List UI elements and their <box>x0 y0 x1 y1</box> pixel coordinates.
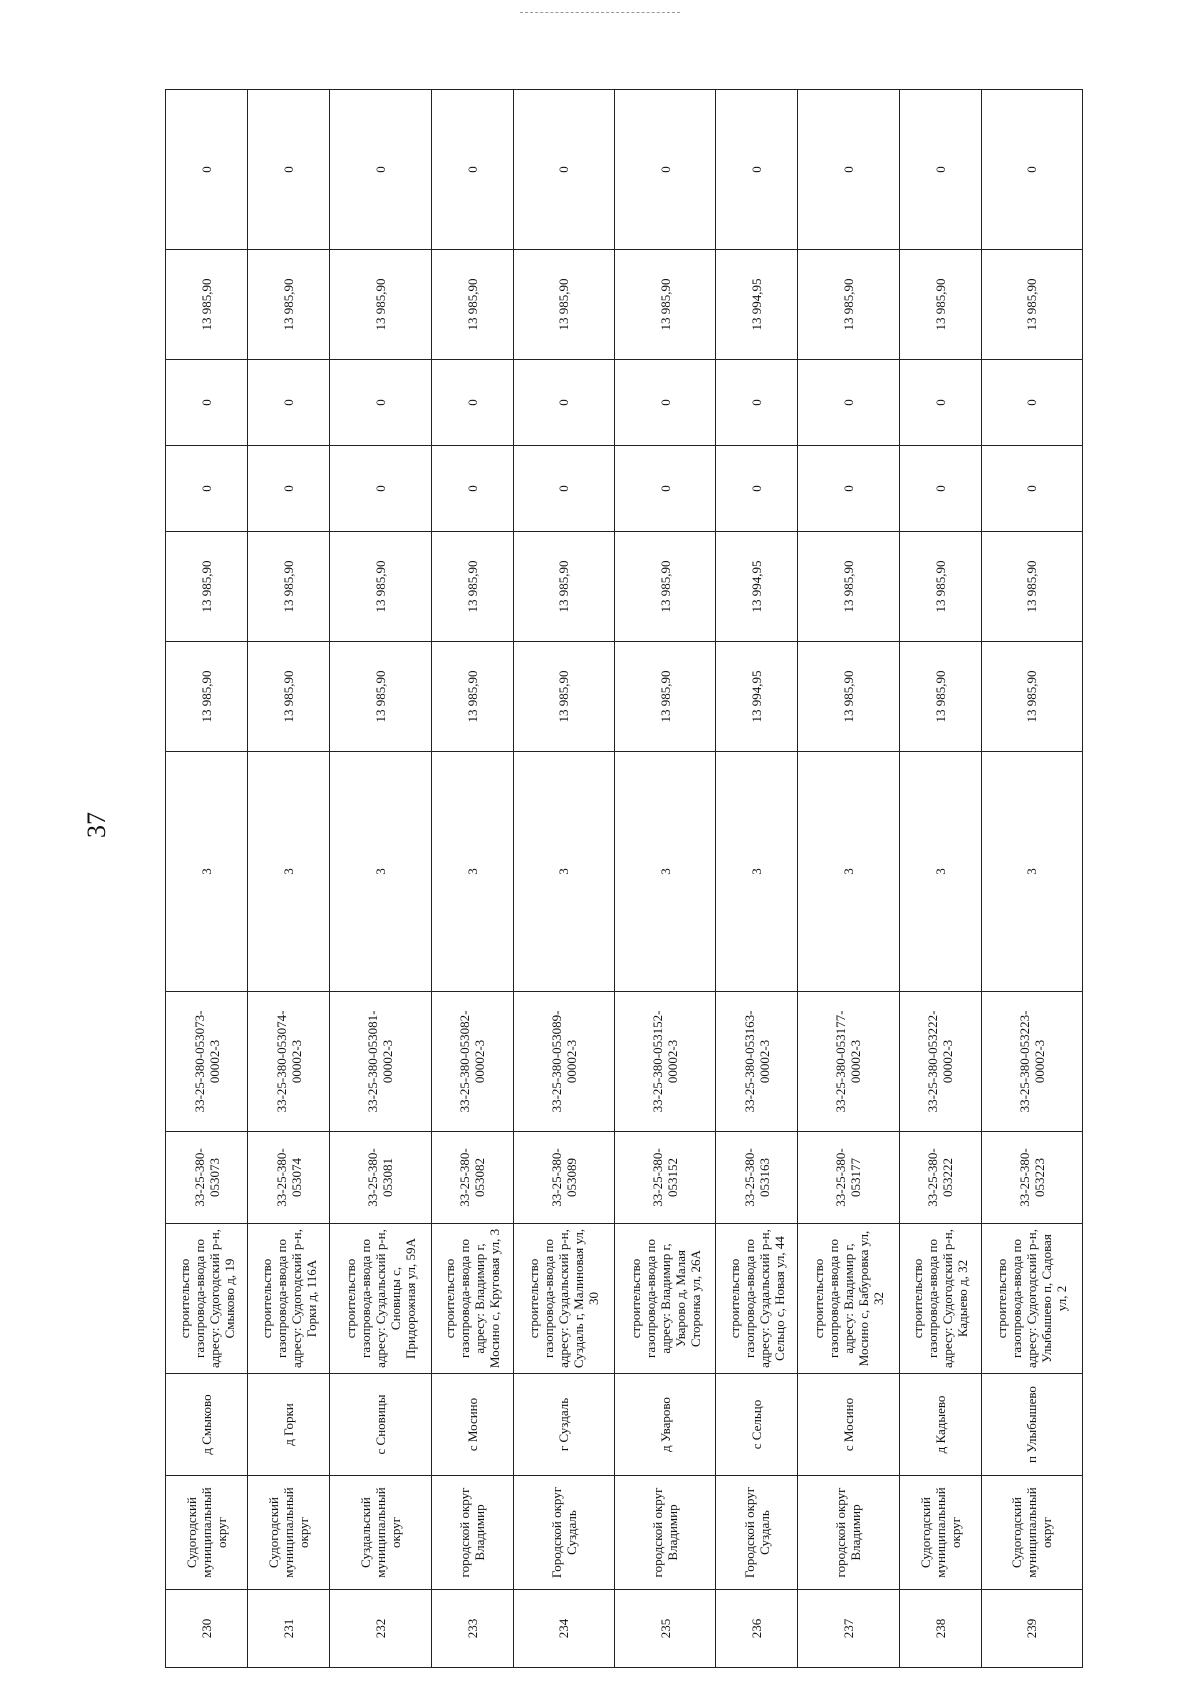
code-cell: 33-25-380-053073 <box>166 1132 248 1224</box>
full-code-cell: 33-25-380-053073-00002-3 <box>166 992 248 1132</box>
full-code-cell: 33-25-380-053222-00002-3 <box>899 992 981 1132</box>
district-cell: Судогодский муниципальный округ <box>248 1476 330 1590</box>
row-number-cell: 235 <box>614 1590 715 1668</box>
district-cell: Судогодский муниципальный округ <box>981 1476 1082 1590</box>
value-1-cell: 13 985,90 <box>899 642 981 752</box>
district-cell: Суздальский муниципальный округ <box>330 1476 431 1590</box>
value-2-cell: 13 985,90 <box>981 532 1082 642</box>
table-row <box>248 90 330 1668</box>
category-cell: 3 <box>248 752 330 992</box>
value-3-cell: 0 <box>798 446 899 532</box>
table-row <box>716 90 798 1668</box>
value-5-cell: 13 985,90 <box>330 250 431 360</box>
value-2-cell: 13 985,90 <box>166 532 248 642</box>
table-row <box>614 90 715 1668</box>
table-row <box>431 90 513 1668</box>
value-1-cell: 13 994,95 <box>716 642 798 752</box>
value-6-cell: 0 <box>431 90 513 250</box>
value-3-cell: 0 <box>166 446 248 532</box>
category-cell: 3 <box>166 752 248 992</box>
value-4-cell: 0 <box>330 360 431 446</box>
value-4-cell: 0 <box>166 360 248 446</box>
table-body <box>166 90 1083 1668</box>
row-number-cell: 232 <box>330 1590 431 1668</box>
table-row <box>166 90 248 1668</box>
category-cell: 3 <box>431 752 513 992</box>
full-code-cell: 33-25-380-053177-00002-3 <box>798 992 899 1132</box>
category-cell: 3 <box>513 752 614 992</box>
row-number-cell: 239 <box>981 1590 1082 1668</box>
value-5-cell: 13 985,90 <box>798 250 899 360</box>
locality-cell: с Сельцо <box>716 1374 798 1476</box>
description-cell: строительство газопровода-ввода по адресу: Владимир г, Мосино с, Бабуровка ул, 32 <box>798 1224 899 1374</box>
full-code-cell: 33-25-380-053074-00002-3 <box>248 992 330 1132</box>
value-1-cell: 13 985,90 <box>431 642 513 752</box>
value-6-cell: 0 <box>248 90 330 250</box>
table-row <box>981 90 1082 1668</box>
district-cell: Городской округ Суздаль <box>513 1476 614 1590</box>
row-number-cell: 233 <box>431 1590 513 1668</box>
value-5-cell: 13 985,90 <box>981 250 1082 360</box>
value-5-cell: 13 985,90 <box>248 250 330 360</box>
category-cell: 3 <box>981 752 1082 992</box>
category-cell: 3 <box>614 752 715 992</box>
district-cell: городской округ Владимир <box>431 1476 513 1590</box>
table-row <box>899 90 981 1668</box>
value-1-cell: 13 985,90 <box>614 642 715 752</box>
table-row <box>330 90 431 1668</box>
value-2-cell: 13 985,90 <box>614 532 715 642</box>
value-3-cell: 0 <box>513 446 614 532</box>
description-cell: строительство газопровода-ввода по адресу: Суздальский р-н, Сельцо с, Новая ул, 44 <box>716 1224 798 1374</box>
locality-cell: с Мосино <box>431 1374 513 1476</box>
value-2-cell: 13 985,90 <box>513 532 614 642</box>
value-3-cell: 0 <box>614 446 715 532</box>
value-5-cell: 13 985,90 <box>899 250 981 360</box>
code-cell: 33-25-380-053081 <box>330 1132 431 1224</box>
district-cell: городской округ Владимир <box>798 1476 899 1590</box>
value-4-cell: 0 <box>899 360 981 446</box>
category-cell: 3 <box>899 752 981 992</box>
value-5-cell: 13 994,95 <box>716 250 798 360</box>
code-cell: 33-25-380-053082 <box>431 1132 513 1224</box>
row-number-cell: 230 <box>166 1590 248 1668</box>
value-2-cell: 13 985,90 <box>798 532 899 642</box>
table-container <box>165 90 1083 1668</box>
locality-cell: с Мосино <box>798 1374 899 1476</box>
value-1-cell: 13 985,90 <box>248 642 330 752</box>
value-3-cell: 0 <box>716 446 798 532</box>
value-1-cell: 13 985,90 <box>330 642 431 752</box>
description-cell: строительство газопровода-ввода по адресу: Судогодский р-н, Улыбышево п, Садовая ул, 2 <box>981 1224 1082 1374</box>
district-cell: Городской округ Суздаль <box>716 1476 798 1590</box>
value-6-cell: 0 <box>513 90 614 250</box>
category-cell: 3 <box>330 752 431 992</box>
value-6-cell: 0 <box>166 90 248 250</box>
description-cell: строительство газопровода-ввода по адресу: Судогодский р-н, Кадыево д, 32 <box>899 1224 981 1374</box>
page-number: 37 <box>82 812 111 838</box>
description-cell: строительство газопровода-ввода по адресу: Судогодский р-н, Горки д, 116А <box>248 1224 330 1374</box>
scan-artifact-line <box>520 12 680 13</box>
value-4-cell: 0 <box>798 360 899 446</box>
value-2-cell: 13 985,90 <box>431 532 513 642</box>
description-cell: строительство газопровода-ввода по адресу: Суздальский р-н, Суздаль г, Малиновая ул, 30 <box>513 1224 614 1374</box>
district-cell: городской округ Владимир <box>614 1476 715 1590</box>
value-4-cell: 0 <box>431 360 513 446</box>
row-number-cell: 234 <box>513 1590 614 1668</box>
value-3-cell: 0 <box>248 446 330 532</box>
value-2-cell: 13 985,90 <box>248 532 330 642</box>
description-cell: строительство газопровода-ввода по адресу: Суздальский р-н, Сновицы с, Придорожная ул, 59А <box>330 1224 431 1374</box>
table-row <box>513 90 614 1668</box>
code-cell: 33-25-380-053177 <box>798 1132 899 1224</box>
code-cell: 33-25-380-053223 <box>981 1132 1082 1224</box>
value-3-cell: 0 <box>981 446 1082 532</box>
data-table <box>165 89 1083 1668</box>
row-number-cell: 231 <box>248 1590 330 1668</box>
value-6-cell: 0 <box>614 90 715 250</box>
value-2-cell: 13 985,90 <box>330 532 431 642</box>
value-6-cell: 0 <box>798 90 899 250</box>
code-cell: 33-25-380-053074 <box>248 1132 330 1224</box>
code-cell: 33-25-380-053222 <box>899 1132 981 1224</box>
locality-cell: д Кадыево <box>899 1374 981 1476</box>
value-4-cell: 0 <box>981 360 1082 446</box>
value-3-cell: 0 <box>899 446 981 532</box>
row-number-cell: 238 <box>899 1590 981 1668</box>
value-2-cell: 13 985,90 <box>899 532 981 642</box>
value-2-cell: 13 994,95 <box>716 532 798 642</box>
full-code-cell: 33-25-380-053089-00002-3 <box>513 992 614 1132</box>
value-3-cell: 0 <box>330 446 431 532</box>
value-1-cell: 13 985,90 <box>513 642 614 752</box>
value-5-cell: 13 985,90 <box>166 250 248 360</box>
full-code-cell: 33-25-380-053163-00002-3 <box>716 992 798 1132</box>
value-1-cell: 13 985,90 <box>166 642 248 752</box>
locality-cell: д Горки <box>248 1374 330 1476</box>
value-5-cell: 13 985,90 <box>431 250 513 360</box>
value-4-cell: 0 <box>716 360 798 446</box>
full-code-cell: 33-25-380-053082-00002-3 <box>431 992 513 1132</box>
value-6-cell: 0 <box>899 90 981 250</box>
table-row <box>798 90 899 1668</box>
value-4-cell: 0 <box>248 360 330 446</box>
locality-cell: с Сновицы <box>330 1374 431 1476</box>
locality-cell: д Уварово <box>614 1374 715 1476</box>
row-number-cell: 236 <box>716 1590 798 1668</box>
full-code-cell: 33-25-380-053152-00002-3 <box>614 992 715 1132</box>
value-6-cell: 0 <box>981 90 1082 250</box>
district-cell: Судогодский муниципальный округ <box>166 1476 248 1590</box>
description-cell: строительство газопровода-ввода по адресу: Владимир г, Уварово д, Малая Сторонка ул, 26А <box>614 1224 715 1374</box>
full-code-cell: 33-25-380-053223-00002-3 <box>981 992 1082 1132</box>
locality-cell: п Улыбышево <box>981 1374 1082 1476</box>
value-6-cell: 0 <box>716 90 798 250</box>
value-6-cell: 0 <box>330 90 431 250</box>
district-cell: Судогодский муниципальный округ <box>899 1476 981 1590</box>
value-4-cell: 0 <box>513 360 614 446</box>
code-cell: 33-25-380-053089 <box>513 1132 614 1224</box>
value-5-cell: 13 985,90 <box>513 250 614 360</box>
code-cell: 33-25-380-053163 <box>716 1132 798 1224</box>
value-5-cell: 13 985,90 <box>614 250 715 360</box>
category-cell: 3 <box>716 752 798 992</box>
description-cell: строительство газопровода-ввода по адресу: Владимир г, Мосино с, Круговая ул, 3 <box>431 1224 513 1374</box>
row-number-cell: 237 <box>798 1590 899 1668</box>
code-cell: 33-25-380-053152 <box>614 1132 715 1224</box>
locality-cell: д Смыково <box>166 1374 248 1476</box>
locality-cell: г Суздаль <box>513 1374 614 1476</box>
value-4-cell: 0 <box>614 360 715 446</box>
value-1-cell: 13 985,90 <box>981 642 1082 752</box>
value-1-cell: 13 985,90 <box>798 642 899 752</box>
value-3-cell: 0 <box>431 446 513 532</box>
full-code-cell: 33-25-380-053081-00002-3 <box>330 992 431 1132</box>
description-cell: строительство газопровода-ввода по адресу: Судогодский р-н, Смыково д, 19 <box>166 1224 248 1374</box>
category-cell: 3 <box>798 752 899 992</box>
